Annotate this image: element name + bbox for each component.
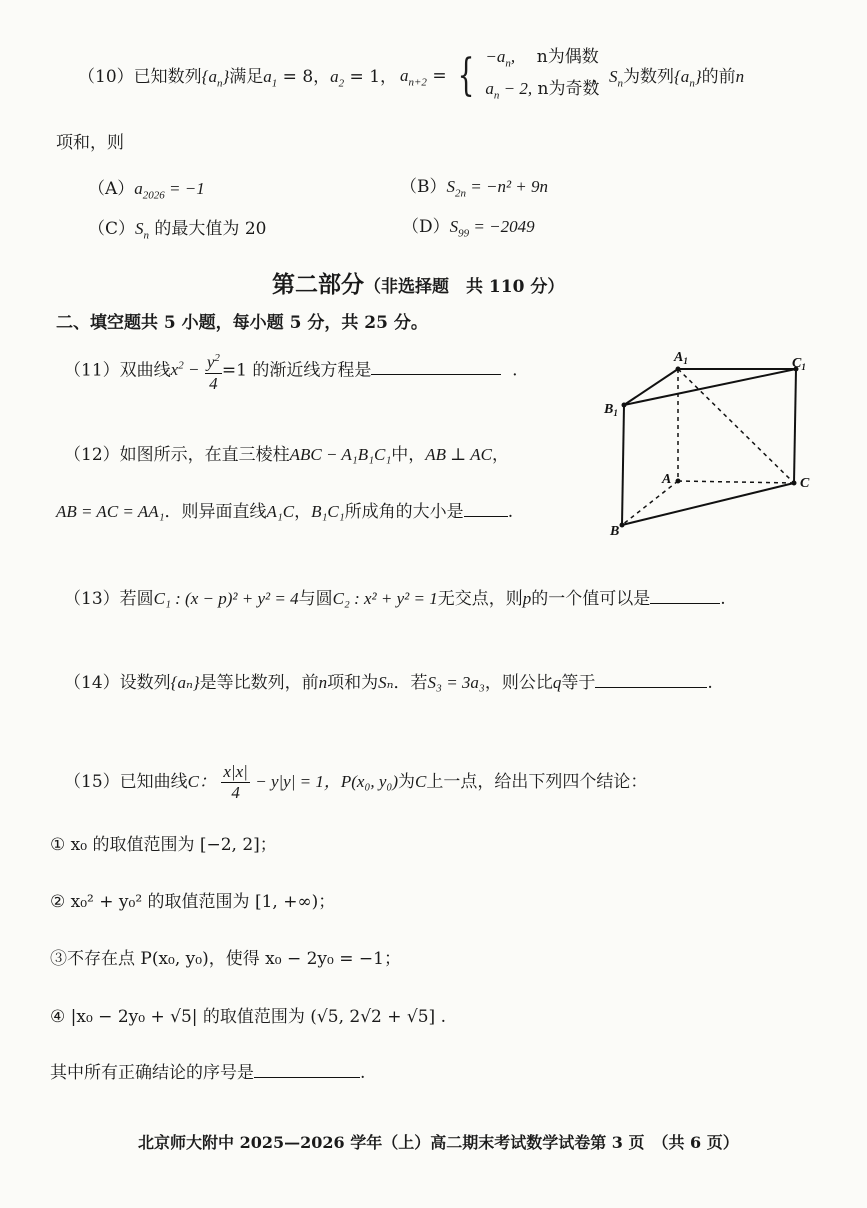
q14-end: . xyxy=(707,673,713,693)
label-b1: $B_1$ xyxy=(604,402,618,418)
q15-statement-3: ③不存在点 P(x₀, y₀)，使得 x₀ − 2y₀ = −1； xyxy=(50,949,401,969)
label-a: A xyxy=(662,472,672,487)
q15-text1: 已知曲线 xyxy=(119,772,188,792)
q10-option-b xyxy=(400,172,548,199)
q14-text3: 项和为 xyxy=(327,673,379,693)
diag-a1-c xyxy=(678,369,794,483)
q10-tail-n: n xyxy=(735,67,745,86)
q10-a1: $a_1$ xyxy=(263,67,278,90)
q10-a2: $a_2$ xyxy=(330,67,345,90)
q11-eq-tail: =1 的渐近线方程是 xyxy=(221,360,372,381)
q14-text4: ．若 xyxy=(393,673,428,693)
edge-c1-c xyxy=(794,369,796,483)
q13-text3: 无交点，则 xyxy=(437,589,523,609)
q12-answer-blank[interactable] xyxy=(464,516,508,517)
q10-opt-d-var: $S_{99}$ xyxy=(449,217,470,240)
q10-seq: $\{a_n\}$ xyxy=(201,67,230,90)
q11-fraction: $\frac{y^2}{4}$ xyxy=(205,348,222,394)
q11-x2: $x^2$ − xyxy=(170,359,200,380)
edge-a-c xyxy=(678,481,794,483)
q10-opt-a-var: $a_{2026}$ xyxy=(134,179,165,202)
q10-satisfy: 满足 xyxy=(229,67,264,87)
q12-l2: B₁C₁ xyxy=(311,502,345,521)
q10-cases xyxy=(485,44,599,109)
q14-text2: 是等比数列，前 xyxy=(199,673,319,693)
label-a1: $A_1$ xyxy=(674,350,688,366)
q13-number: （13） xyxy=(64,589,120,609)
q11-pre: 双曲线 xyxy=(119,360,171,381)
q10-opt-a-label: （A） xyxy=(88,179,135,199)
q10-intro: 已知数列 xyxy=(133,67,202,87)
page-footer: 北京师大附中 2025—2026 学年（上）高二期末考试数学试卷第 3 页 （共 6 页） xyxy=(138,1133,739,1152)
q12-line2 xyxy=(56,497,513,522)
q15-statement-4: ④ |x₀ − 2y₀ + √5| 的取值范围为 (√5, 2√2 + √5] . xyxy=(50,1007,446,1027)
edge-b1-b xyxy=(622,405,624,525)
q14-sn: Sₙ xyxy=(378,673,394,692)
q15-rest: − y|y| = 1， xyxy=(255,772,341,791)
q10-opt-c-var: $S_n$ xyxy=(135,219,150,242)
q15-text3: 上一点，给出下列四个结论： xyxy=(426,772,648,792)
q15-end: . xyxy=(360,1063,366,1083)
q10-rec-eq: = xyxy=(426,65,447,86)
q15-c2: C xyxy=(415,772,427,791)
q15-frac-den: 4 xyxy=(231,783,240,802)
q12-comma: ， xyxy=(491,445,509,465)
q12-text: ．则异面直线 xyxy=(164,502,267,522)
q15-c: C： xyxy=(187,772,216,791)
section2-heading: 二、填空题共 5 小题，每小题 5 分，共 25 分。 xyxy=(56,313,428,333)
q10-brace: { xyxy=(457,50,475,102)
q11-answer-blank[interactable] xyxy=(371,374,501,375)
q10-opt-c-label: （C） xyxy=(88,219,136,239)
edge-b-c xyxy=(622,483,794,525)
q14-answer-blank[interactable] xyxy=(595,687,707,688)
q13-c1: C₁ : (x − p)² + y² = 4 xyxy=(153,589,299,608)
part2-subtitle: （非选择题 共 110 分） xyxy=(364,277,565,297)
q10-case2-cond: n为奇数 xyxy=(537,79,600,100)
q15-final-text: 其中所有正确结论的序号是 xyxy=(50,1063,254,1083)
q12-line2-end: 所成角的大小是 xyxy=(344,502,464,522)
q13-p: p xyxy=(522,589,532,608)
q15-fraction xyxy=(221,762,249,803)
q13-c2: C₂ : x² + y² = 1 xyxy=(332,589,438,608)
q15-answer-blank[interactable] xyxy=(254,1077,360,1078)
q14-seq: {aₙ} xyxy=(170,673,200,692)
q15-number: （15） xyxy=(64,772,120,792)
q10-a2-val: = 1， xyxy=(344,67,398,87)
prism-figure xyxy=(600,345,830,545)
q13-text1: 若圆 xyxy=(119,589,154,609)
q12-prism: ABC − A₁B₁C₁ xyxy=(289,445,392,464)
q10-line2: 项和，则 xyxy=(56,133,124,153)
q11-number: （11） xyxy=(64,360,120,381)
q13-text4: 的一个值可以是 xyxy=(531,589,651,609)
q10-tail2: 为数列 xyxy=(623,67,674,87)
q11 xyxy=(64,348,518,394)
q15-line1 xyxy=(64,762,647,803)
q10-rec-lhs: $a_{n+2}$ xyxy=(400,65,427,89)
q10-option-c xyxy=(88,214,266,241)
q14-text6: 等于 xyxy=(561,673,596,693)
q12-mid: 中， xyxy=(391,445,426,465)
q10-opt-c-text: 的最大值为 20 xyxy=(154,219,267,239)
q13-answer-blank[interactable] xyxy=(650,603,720,604)
q10-opt-b-text: = −n² + 9n xyxy=(466,177,549,196)
q10-a1-val: = 8， xyxy=(277,67,331,87)
q14-text5: ，则公比 xyxy=(484,673,553,693)
q13-end: . xyxy=(720,589,726,609)
part2-title: 第二部分 xyxy=(272,271,364,298)
q10-line1 xyxy=(78,62,397,89)
q13-text2: 与圆 xyxy=(298,589,333,609)
q12-l1: A₁C xyxy=(266,502,295,521)
label-b: B xyxy=(610,524,620,539)
q10-opt-a-text: = −1 xyxy=(164,179,205,198)
label-c1: $C_1$ xyxy=(792,356,806,372)
q10-opt-b-label: （B） xyxy=(400,177,447,197)
q12-number: （12） xyxy=(64,445,120,465)
q10-seq2: $\{a_n\}$ xyxy=(674,67,702,90)
q10-case1-expr: $-a_n$, xyxy=(485,47,516,70)
q10-opt-d-text: = −2049 xyxy=(469,217,535,236)
q14-text1: 设数列 xyxy=(119,673,171,693)
q15-point: P(x₀, y₀) xyxy=(340,772,398,791)
q12-sep: ， xyxy=(294,502,312,522)
q10-line1-tail: ，$S_n$为数列$\{a_n\}$的前n xyxy=(592,67,745,90)
q11-end: . xyxy=(512,360,518,381)
q15-text2: 为 xyxy=(398,772,415,792)
q15-final xyxy=(50,1058,365,1083)
q14 xyxy=(64,668,713,693)
q10-opt-d-label: （D） xyxy=(402,217,450,237)
part2-heading xyxy=(272,266,564,299)
q12-eq: AB = AC = AA₁ xyxy=(56,502,165,521)
q12-line1: 如图所示，在直三棱柱 xyxy=(119,445,290,465)
q14-eq: S₃ = 3a₃ xyxy=(427,673,485,692)
q13 xyxy=(64,584,726,609)
q12-end: . xyxy=(507,502,514,522)
q14-q: q xyxy=(552,673,562,692)
q10-option-d xyxy=(402,212,535,239)
q10-sn: $S_n$ xyxy=(609,67,623,90)
q14-n: n xyxy=(318,673,328,692)
q15-statement-2: ② x₀² + y₀² 的取值范围为 [1, +∞)； xyxy=(50,892,336,912)
q10-case1-cond: n为偶数 xyxy=(536,47,599,67)
q10-opt-b-var: $S_{2n}$ xyxy=(446,177,466,200)
q10-tail3: 的前 xyxy=(701,67,736,87)
q10-recurrence xyxy=(400,44,600,109)
q12-perp: AB ⊥ AC xyxy=(425,445,492,464)
q12-line1 xyxy=(64,440,509,465)
q14-number: （14） xyxy=(64,673,120,693)
q10-option-a xyxy=(88,174,205,201)
q10-case2-expr: $a_n - 2$, xyxy=(485,79,533,102)
q15-frac-num: x|x| xyxy=(223,762,248,781)
q15-statement-1: ① x₀ 的取值范围为 [−2, 2]； xyxy=(50,835,277,855)
q10-number: （10） xyxy=(78,67,134,87)
label-c: C xyxy=(800,476,810,491)
